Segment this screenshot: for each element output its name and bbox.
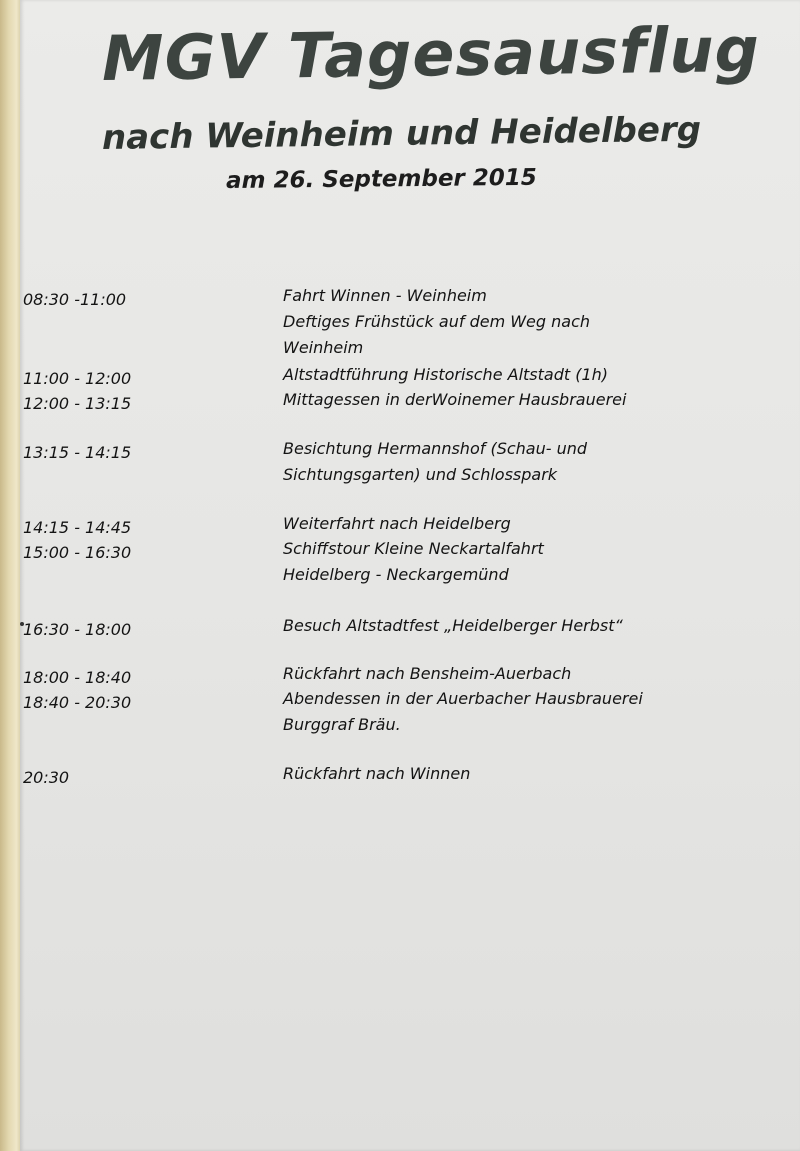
- schedule-time: 20:30: [23, 768, 70, 787]
- schedule-time: 15:00 - 16:30: [23, 543, 132, 562]
- schedule-time: 18:00 - 18:40: [23, 668, 132, 687]
- schedule-activity: Mittagessen in derWoinemer Hausbrauerei: [283, 390, 627, 409]
- schedule-time: 16:30 - 18:00: [23, 620, 132, 639]
- schedule-activity: Weinheim: [283, 338, 364, 357]
- schedule-activity: Heidelberg - Neckargemünd: [283, 565, 509, 584]
- schedule-activity: Weiterfahrt nach Heidelberg: [283, 514, 511, 533]
- schedule-time: 14:15 - 14:45: [23, 518, 132, 537]
- schedule-time: 18:40 - 20:30: [23, 693, 132, 712]
- page-title: MGV Tagesausflug: [101, 12, 761, 95]
- schedule-activity: Rückfahrt nach Bensheim-Auerbach: [283, 664, 572, 683]
- page-subtitle: nach Weinheim und Heidelberg: [101, 109, 702, 158]
- schedule-activity: Besuch Altstadtfest „Heidelberger Herbst“: [283, 616, 623, 635]
- schedule-time: 11:00 - 12:00: [23, 369, 132, 388]
- schedule-list: [20, 0, 800, 1151]
- schedule-activity: Besichtung Hermannshof (Schau- und: [283, 439, 588, 458]
- schedule-activity: Deftiges Frühstück auf dem Weg nach: [283, 312, 591, 331]
- event-date: am 26. September 2015: [225, 164, 537, 194]
- schedule-time: 12:00 - 13:15: [23, 394, 132, 413]
- schedule-activity: Altstadtführung Historische Altstadt (1h): [283, 365, 609, 384]
- schedule-time: 08:30 -11:00: [23, 290, 127, 309]
- schedule-activity: Rückfahrt nach Winnen: [283, 764, 471, 783]
- binder-edge: [0, 0, 22, 1151]
- schedule-activity: Sichtungsgarten) und Schlosspark: [283, 465, 558, 484]
- program-page: [20, 0, 800, 1151]
- schedule-activity: Fahrt Winnen - Weinheim: [283, 286, 487, 305]
- schedule-time: 13:15 - 14:15: [23, 443, 132, 462]
- schedule-activity: Schiffstour Kleine Neckartalfahrt: [283, 539, 544, 558]
- schedule-activity: Burggraf Bräu.: [283, 715, 401, 734]
- schedule-activity: Abendessen in der Auerbacher Hausbrauerei: [283, 689, 643, 708]
